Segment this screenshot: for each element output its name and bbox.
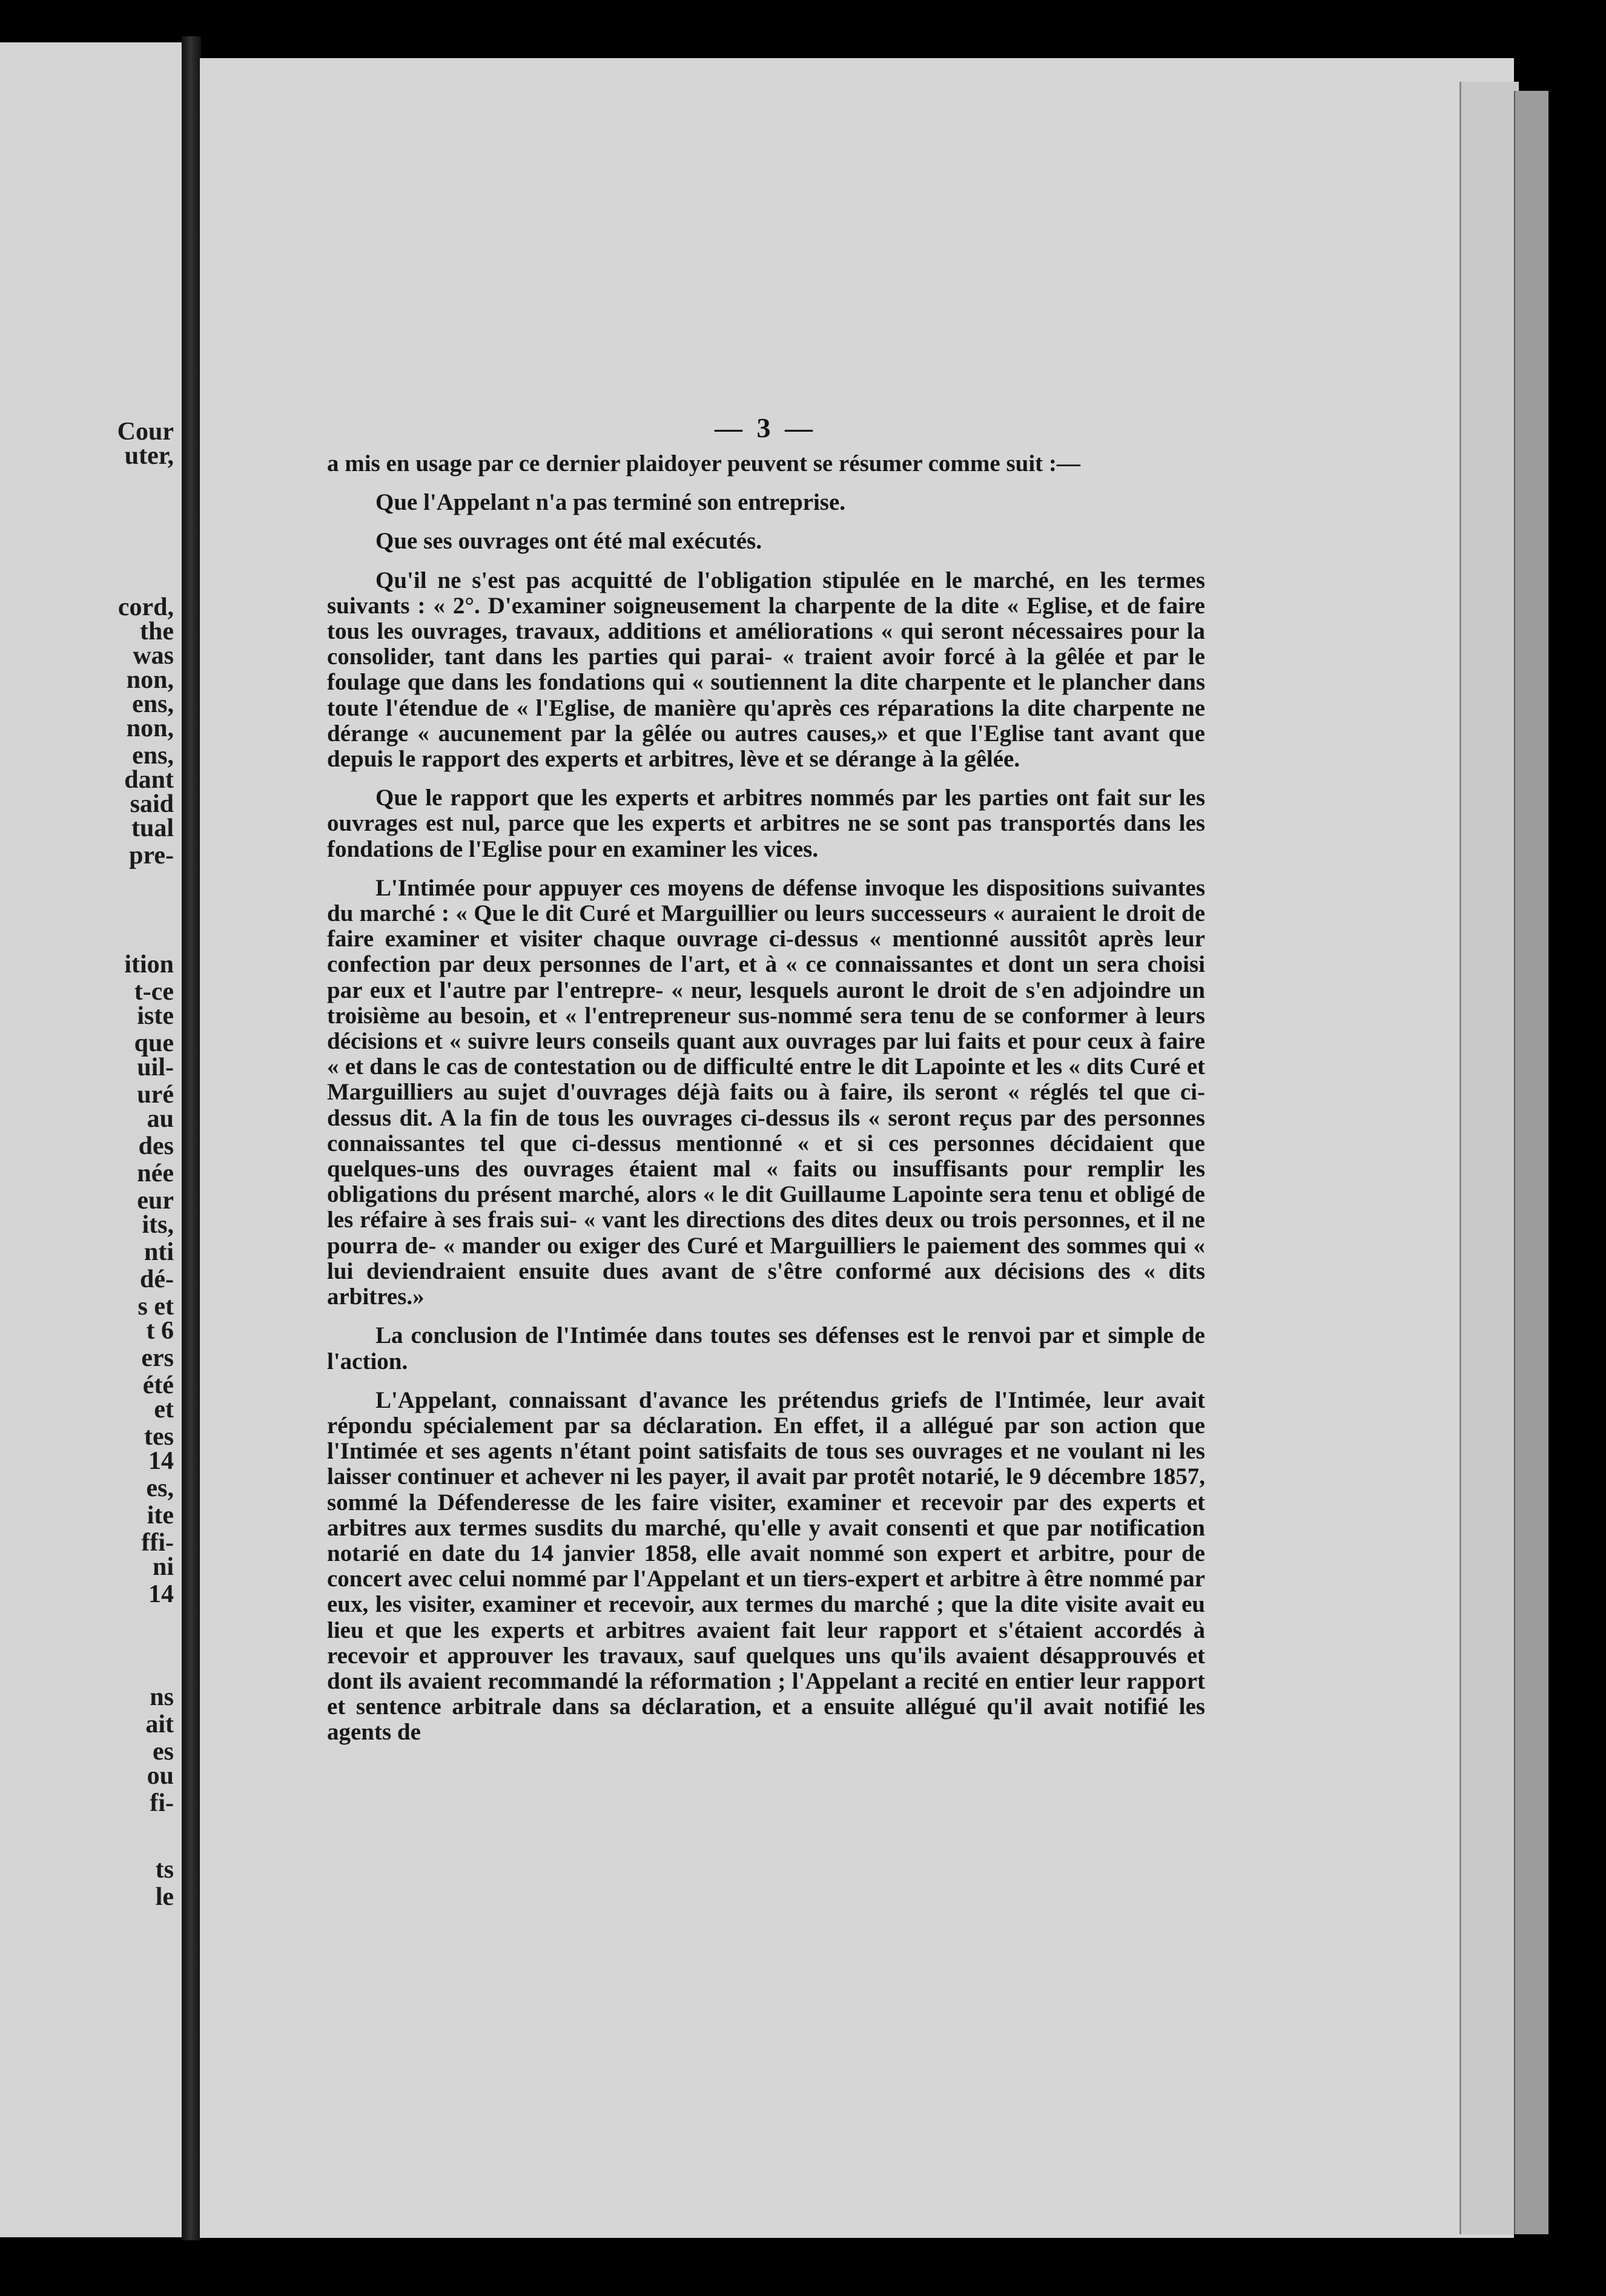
left-page-line: cord, bbox=[117, 593, 174, 621]
left-page-line: le bbox=[155, 1883, 174, 1911]
left-page-line: Cour bbox=[117, 418, 174, 446]
left-page-line: iste bbox=[137, 1002, 174, 1030]
left-page-line: tual bbox=[131, 814, 174, 842]
left-page-line: t-ce bbox=[134, 978, 174, 1006]
left-page-line: et bbox=[154, 1396, 174, 1423]
paragraph: a mis en usage par ce dernier plaidoyer peuvent se résumer comme suit :— bbox=[327, 450, 1080, 477]
page-number: — 3 — bbox=[715, 412, 816, 443]
left-page-line: s et bbox=[137, 1293, 174, 1321]
left-page-line: ite bbox=[147, 1502, 174, 1529]
left-page-line: nti bbox=[144, 1238, 174, 1266]
paragraph: L'Intimée pour appuyer ces moyens de défense invoque les dispositions suivantes du marché : « Que le dit Curé et Marguillier ou leurs successeurs « auraient le droit de faire examiner et visiter chaque ouvrage ci-dessus « mentionné aussitôt après leur confection par deux personnes de l'art, et à « ce connaissantes et dont un sera choisi par eux et l'autre par l'entrepre- « neur, lesquels auront le droit de s'en adjoindre un troisième au besoin, et « l'entrepreneur sus-nommé sera tenu de se conformer à leurs décisions et « suivre leurs conseils quant aux ouvrages par lui faits et pour ceux à faire « et dans le cas de contestation ou de difficulté entre le dit Lapointe et les « dits Curé et Marguilliers au sujet d'ouvrages déjà faits ou à faire, ils seront « réglés tel que ci-dessus dit. A la fin de tous les ouvrages ci-dessus ils « seront reçus par des personnes connaissantes tel que ci-dessus mentionné « et si ces personnes décidaient que quelques-uns des ouvrages étaient mal « faits ou insuffisants pour remplir les obligations du présent marché, alors « le dit Guillaume Lapointe sera tenu et obligé de les réfaire à ses frais sui- « vant les directions des dites deux ou trois personnes, et il ne pourra de- « mander ou exiger des Curé et Marguilliers le paiement des sommes qui « lui deviendraient ensuite dues avant de s'être conformé aux décisions des « dits arbitres.» bbox=[327, 874, 1205, 1310]
left-page-line: ns bbox=[150, 1683, 174, 1711]
paragraph: La conclusion de l'Intimée dans toutes ses défenses est le renvoi par et simple de l'action. bbox=[327, 1322, 1205, 1374]
left-page-line: ait bbox=[145, 1710, 174, 1738]
paragraph: Que ses ouvrages ont été mal exécutés. bbox=[375, 528, 762, 555]
left-page-line: ens, bbox=[132, 690, 174, 718]
left-page-line: its, bbox=[142, 1211, 174, 1239]
left-page-line: née bbox=[137, 1160, 174, 1187]
left-page-line: ition bbox=[124, 951, 174, 978]
body-text bbox=[327, 403, 1205, 1759]
left-page-line: es bbox=[153, 1738, 174, 1766]
left-page-line: uré bbox=[137, 1081, 174, 1109]
left-page-line: uter, bbox=[124, 442, 174, 470]
left-page-line: ni bbox=[152, 1553, 174, 1581]
left-page-line: au bbox=[147, 1105, 174, 1133]
paragraph: Que le rapport que les experts et arbitres nommés par les parties ont fait sur les ouvrages est nul, parce que les experts et arbitres ne se sont pas transportés dans les fondations de l'Eglise pour en examiner les vices. bbox=[327, 785, 1205, 862]
left-page-line: eur bbox=[137, 1187, 174, 1215]
left-page-line: 14 bbox=[148, 1447, 174, 1475]
left-page-line: ens, bbox=[132, 742, 174, 770]
left-page-line: dé- bbox=[140, 1265, 174, 1293]
page-edge-shadow bbox=[1514, 91, 1548, 2234]
left-page-line: was bbox=[133, 642, 174, 670]
left-page-line: said bbox=[130, 790, 174, 818]
book-gutter bbox=[182, 36, 201, 2240]
left-page-line: ers bbox=[141, 1344, 174, 1372]
left-page-line: non, bbox=[126, 666, 174, 694]
left-page-line: été bbox=[142, 1371, 174, 1399]
left-page-line: t 6 bbox=[146, 1317, 174, 1345]
left-page-line: the bbox=[140, 618, 174, 645]
left-page-line: tes bbox=[144, 1423, 174, 1451]
left-page-line: pre- bbox=[129, 842, 174, 869]
left-page-line: uil- bbox=[137, 1054, 174, 1081]
left-page-line: non, bbox=[126, 714, 174, 742]
paragraph: Que l'Appelant n'a pas terminé son entreprise. bbox=[375, 489, 846, 516]
left-page-fragment bbox=[0, 42, 185, 2237]
left-page-line: 14 bbox=[148, 1580, 174, 1608]
left-page-line: ffi- bbox=[141, 1529, 174, 1557]
paragraph: L'Appelant, connaissant d'avance les prétendus griefs de l'Intimée, leur avait répondu spécialement par sa déclaration. En effet, il a allégué par son action que l'Intimée et ses agents n'étant point satisfaits de tous ses ouvrages et ne voulant ni les laisser continuer et achever ni les payer, il avait par protêt notarié, le 9 décembre 1857, sommé la Défenderesse de les faire visiter, examiner et recevoir par des experts et arbitres aux termes susdits du marché, qu'elle y avait consenti et que par notification notarié en date du 14 janvier 1858, elle avait nommé son expert et arbitre, pour de concert avec celui nommé par l'Appelant et un tiers-expert et arbitre à être nommé par eux, les visiter, examiner et recevoir, aux termes du marché ; que la dite visite avait eu lieu et que les experts et arbitres avaient fait leur rapport et s'étaient accordés à recevoir et approuver les travaux, sauf quelques uns qu'ils avaient désapprouvés et dont ils avaient recommandé la réformation ; l'Appelant a recité en entier leur rapport et sentence arbitrale dans sa déclaration, et a ensuite allégué qu'il avait notifié les agents de bbox=[327, 1387, 1205, 1746]
left-page-line: des bbox=[138, 1132, 174, 1160]
paragraph: Qu'il ne s'est pas acquitté de l'obligation stipulée en le marché, en les termes suivants : « 2°. D'examiner soigneusement la charpente de la dite « Eglise, et de faire tous les ouvrages, travaux, additions et améliorations « qui seront nécessaires pour la consolider, tant dans les parties qui parai- « traient avoir forcé à la gêlée et par le foulage que dans les fondations qui « soutiennent la dite charpente et le plancher dans toute l'étendue de « l'Eglise, de manière qu'après ces réparations la dite charpente ne dérange « aucunement par la gêlée ou autres causes,» et que l'Eglise tant avant que depuis le rapport des experts et arbitres, lève et se dérange à la gêlée. bbox=[327, 567, 1205, 773]
left-page-line: dant bbox=[124, 766, 174, 794]
left-page-line: ts bbox=[155, 1856, 174, 1884]
left-page-line: que bbox=[134, 1029, 174, 1057]
left-page-line: es, bbox=[146, 1474, 174, 1502]
left-page-line: fi- bbox=[150, 1789, 174, 1817]
left-page-line: ou bbox=[147, 1762, 174, 1790]
page-edge bbox=[1459, 82, 1519, 2234]
